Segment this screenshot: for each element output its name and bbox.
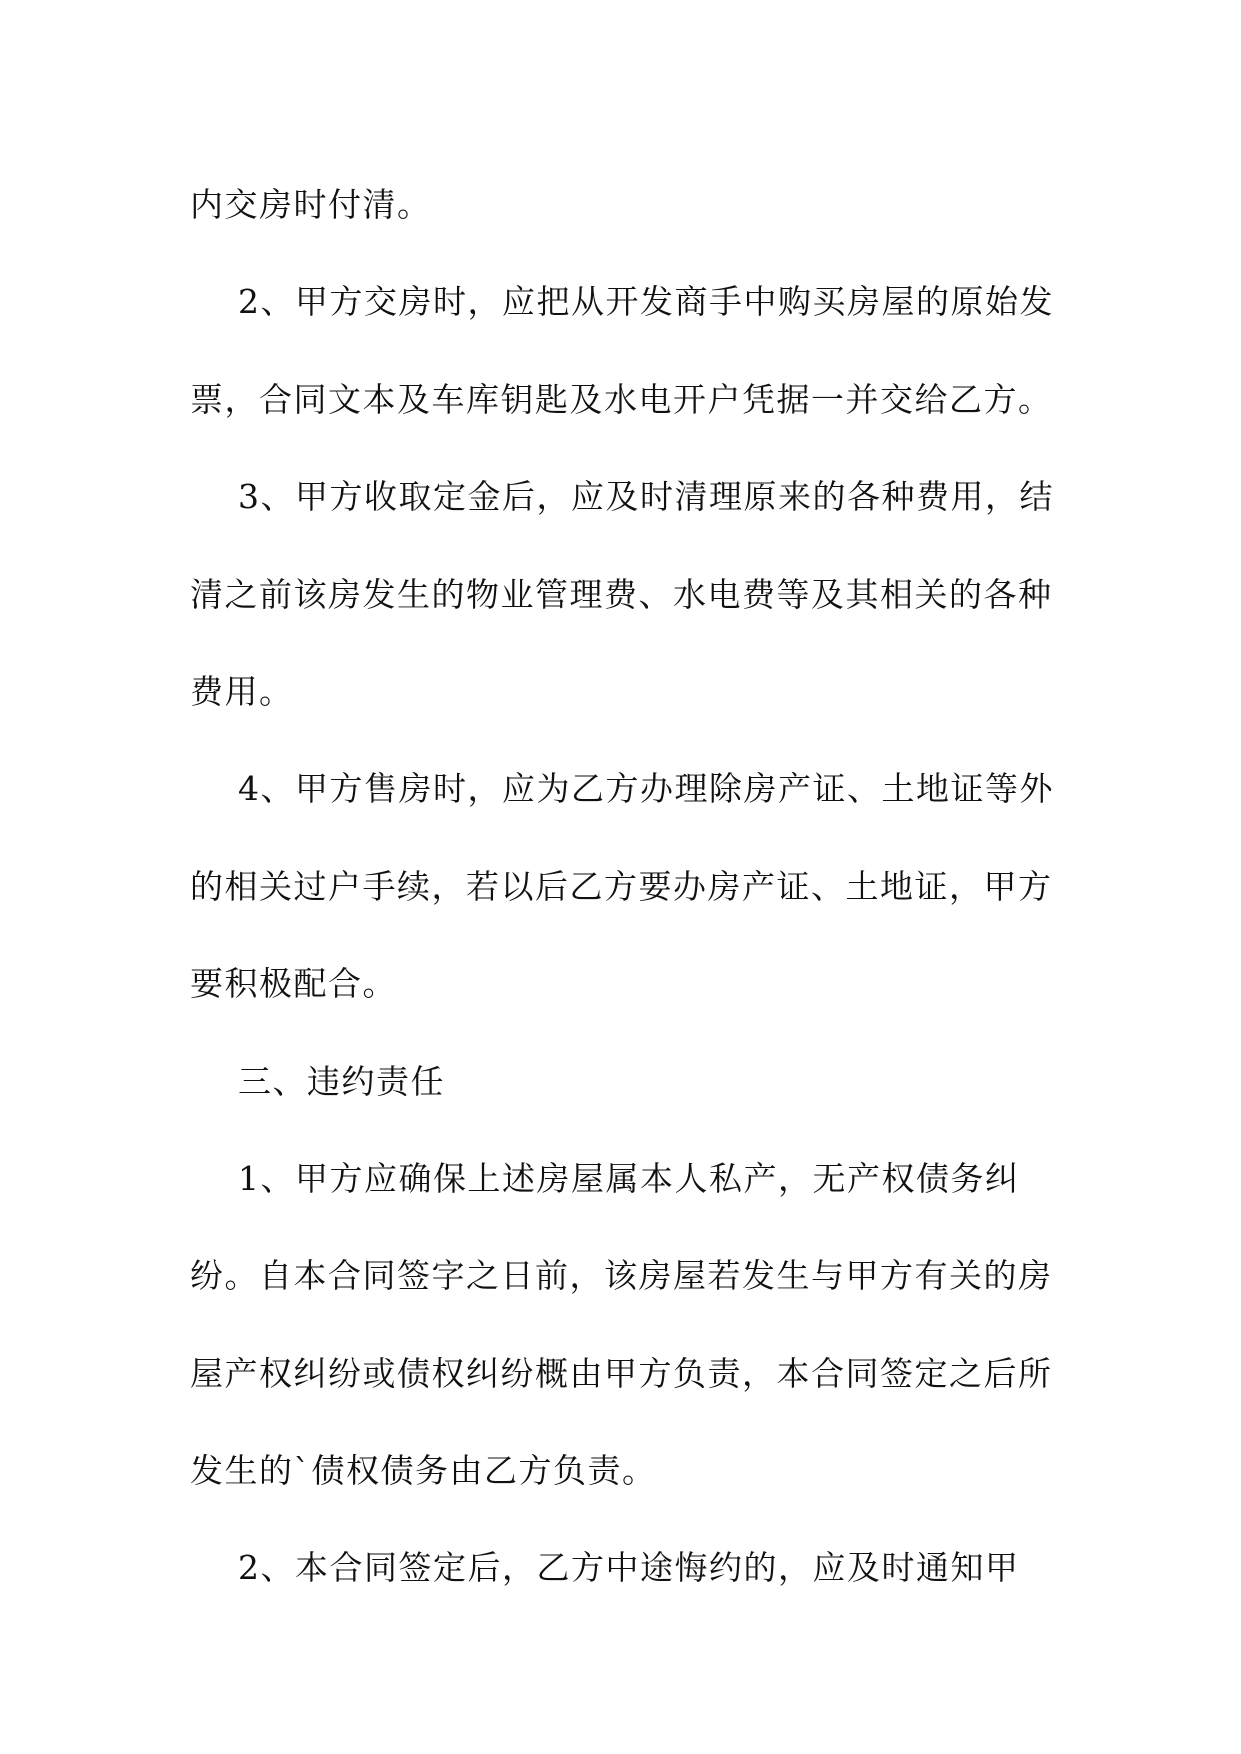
text-line: 4、甲方售房时，应为乙方办理除房产证、土地证等外 — [190, 769, 1054, 809]
text-line: 发生的`债权债务由乙方负责。 — [190, 1451, 657, 1491]
text-line: 屋产权纠纷或债权纠纷概由甲方负责，本合同签定之后所 — [190, 1353, 1053, 1393]
text-line: 的相关过户手续，若以后乙方要办房产证、土地证，甲方 — [190, 866, 1053, 906]
text-line: 纷。自本合同签字之日前，该房屋若发生与甲方有关的房 — [190, 1256, 1053, 1296]
document-body — [190, 156, 1070, 1617]
text-line: 费用。 — [190, 671, 294, 711]
text-line: 要积极配合。 — [190, 964, 397, 1004]
text-line: 内交房时付清。 — [190, 185, 432, 224]
text-line: 1、甲方应确保上述房屋属本人私产，无产权债务纠 — [190, 1158, 1020, 1198]
text-line: 清之前该房发生的物业管理费、水电费等及其相关的各种 — [190, 574, 1053, 614]
text-line: 票，合同文本及车库钥匙及水电开户凭据一并交给乙方。 — [190, 379, 1053, 419]
section-heading: 三、违约责任 — [190, 1061, 445, 1101]
text-line: 2、甲方交房时，应把从开发商手中购买房屋的原始发 — [190, 282, 1054, 322]
text-line: 3、甲方收取定金后，应及时清理原来的各种费用，结 — [190, 477, 1054, 517]
text-line: 2、本合同签定后，乙方中途悔约的，应及时通知甲 — [190, 1548, 1020, 1588]
